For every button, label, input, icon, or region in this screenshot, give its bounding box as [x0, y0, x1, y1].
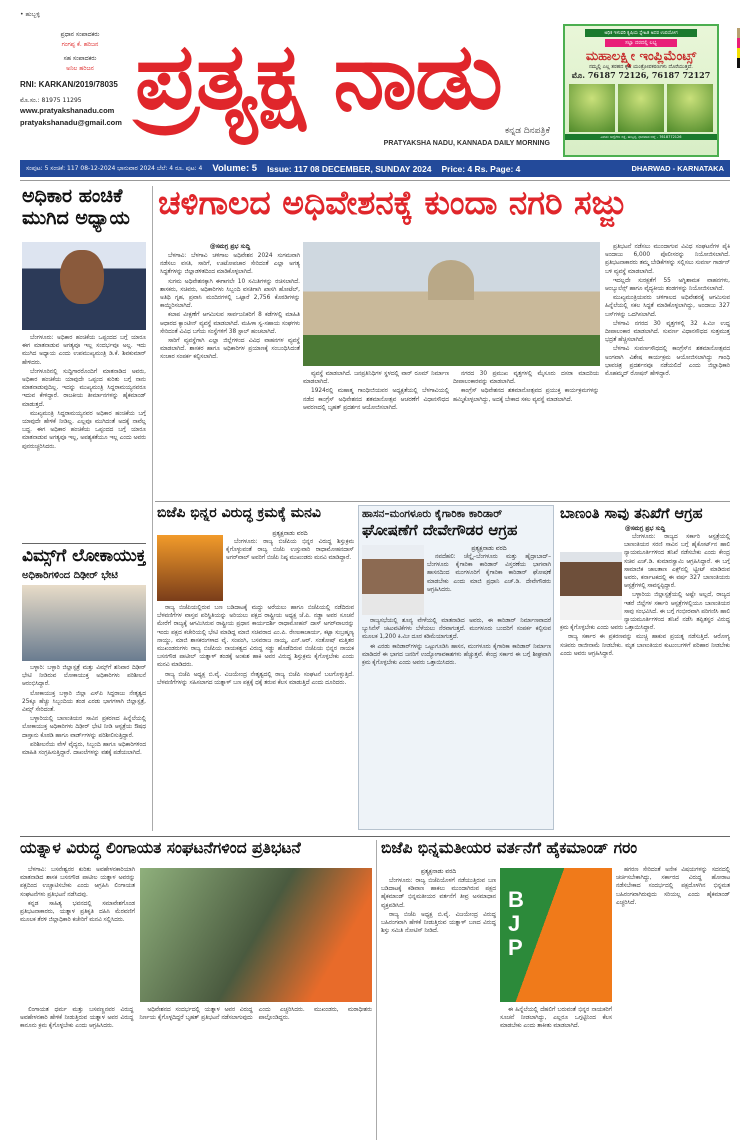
- rotavator-image: [618, 84, 664, 132]
- tagline-english: PRATYAKSHA NADU, KANNADA DAILY MORNING: [383, 140, 550, 147]
- bjp-rebels-body: ರಾಜ್ಯ ಬಿಜೆಪಿಯಲ್ಲಿರುವ ಬಣ ಬಡಿದಾಟಕ್ಕೆ ಮದ್ದು ಅರೆಯಲು ಹಾಗೂ ಬಿಜೆಪಿಯಲ್ಲಿ ನಡೆದಿರುವ ಬೆಳವಣಿಗೆಗಳ ವಾಸ್ತವ ಪರಿಸ್ಥಿತಿಯನ್ನು ಅರಿಯಲು ಪಕ್ಷದ ರಾಷ್ಟ್ರೀಯ ಅಧ್ಯಕ್ಷ ಜೆ.ಪಿ. ನಡ್ಡಾ ಅವರ ಸೂಚನೆ ಮೇರೆಗೆ ರಾಜ್ಯಕ್ಕೆ ಆಗಮಿಸಿರುವ ರಾಷ್ಟ್ರೀಯ ಪ್ರಧಾನ ಕಾರ್ಯದರ್ಶಿ ರಾಧಾಮೋಹನ್ ದಾಸ್ ಅಗರ್‌ವಾಲರನ್ನು ಇಂದು ಪಕ್ಷದ ಕಚೇರಿಯಲ್ಲಿ ಭೇಟಿ ಮಾಡಿದ್ದ ಮಾಜಿ ಸಚಿವರಾದ ಎಂ.ಪಿ. ರೇಣುಕಾಚಾರ್ಯ, ಕಟ್ಟಾ ಸುಬ್ರಹ್ಮಣ್ಯ ನಾಯ್ಡು, ಮಾಜಿ ಶಾಸಕರುಗಳಾದ ವೈ. ಸಂಪಂಗಿ, ಬಸವರಾಜ ನಾಯ್ಕ, ಎನ್.ಆರ್. ಸಂತೋಷ್ ಮತ್ತಿತರ ಮುಖಂಡರುಗಳು ರಾಜ್ಯ ಬಿಜೆಪಿಯ ನಾಯಕತ್ವದ ವಿರುದ್ಧ ಸಡ್ಡು ಹೊಡೆದಿರುವ ಬಿಜೆಪಿಯ ಭಿನ್ನರ ನಾಯಕ ಬಸನಗೌಡ ಪಾಟೀಲ್ ಯತ್ನಾಳ್ ತಂಡಕ್ಕೆ ಅಂಕುಶ ಹಾಕಿ ಅವರ ವಿರುದ್ಧ ಶಿಸ್ತುಕ್ರಮ ಕೈಗೊಳ್ಳಬೇಕು ಎಂದು ಮನವಿ ಮಾಡಿದರು. ರಾಜ್ಯ ಬಿಜೆಪಿ ಅಧ್ಯಕ್ಷ ಬಿ.ವೈ. ವಿಜಯೇಂದ್ರ ನೇತೃತ್ವದಲ್ಲಿ ರಾಜ್ಯ ಬಿಜೆಪಿ ಸಂಘಟನೆ ಬಲಗೊಳ್ಳುತ್ತಿದೆ. ಬೆಳವಣಿಗೆಗಳನ್ನು ಸಹಿಸಲಾಗದ ಯತ್ನಾಳ್ ಬಣ ಪಕ್ಷಕ್ಕೆ ಧಕ್ಕೆ ತರುವ ಕೆಲಸ ಮಾಡುತ್ತಿದೆ ಎಂದು ದೂರಿದರು.: [157, 605, 354, 686]
- ad-ribbon: ಸಲ್ಲಾ ದರದಲ್ಲಿ ಲಭ್ಯ: [605, 39, 677, 47]
- editor1-name: ಗಂಗಪ್ಪ ಕೆ. ಹರಿಜನ: [61, 41, 99, 48]
- divider: [20, 836, 730, 837]
- highcommand-body-right: ಹಗರಣ ಸೇರಿದಂತೆ ಅನೇಕ ವಿಷಯಗಳನ್ನು ಸದನದಲ್ಲಿ ಚರ್ಚಿಸಬೇಕಾಗಿದ್ದು, ಸರ್ಕಾರದ ವಿರುದ್ಧ ಹೋರಾಟ ನಡೆಸಬೇಕಾದ ಸಂದರ್ಭದಲ್ಲಿ ಪಕ್ಷದೊಳಗಿನ ಭಿನ್ನಮತ ಬಹಿರಂಗವಾಗಿರುವುದು ಸರಿಯಲ್ಲ ಎಂದು ಹೈಕಮಾಂಡ್ ಎಚ್ಚರಿಸಿದೆ.: [616, 867, 730, 906]
- newspaper-logo: ಪ್ರತ್ಯಕ್ಷ ನಾಡು: [135, 23, 501, 130]
- price: Price: 4 Rs. Page: 4: [441, 163, 521, 174]
- bananti-byline: @ಸಮಗ್ರ ಪ್ರಭ ಸುದ್ದಿ: [624, 525, 666, 532]
- hassan-headline-1[interactable]: ಹಾಸನ–ಮಂಗಳೂರು ಕೈಗಾರಿಕಾ ಕಾರಿಡಾರ್: [362, 508, 503, 520]
- vims-body: ಬಳ್ಳಾರಿ: ಬಳ್ಳಾರಿ ಜಿಲ್ಲಾಸ್ಪತ್ರೆ ಮತ್ತು ವಿಮ್ಸ್‌ಗೆ ಶನಿವಾರ ದಿಢೀರ್ ಭೇಟಿ ನೀಡಿರುವ ಲೋಕಾಯುಕ್ತ ಅಧಿಕಾರಿಗಳು ಪರಿಶೀಲನೆ ಆರಂಭಿಸಿದ್ದಾರೆ. ಲೋಕಾಯುಕ್ತ ಬಳ್ಳಾರಿ ಜಿಲ್ಲಾ ಎಸ್‌ಪಿ ಸಿದ್ದರಾಜು ನೇತೃತ್ವದ 25ಕ್ಕೂ ಹೆಚ್ಚು ಸಿಬ್ಬಂದಿಯ ತಂಡ ಎರಡು ಭಾಗಗಳಾಗಿ ಜಿಲ್ಲಾಸ್ಪತ್ರೆ, ವಿಮ್ಸ್ ಸೇರಿದಂತೆ. ಬಳ್ಳಾರಿಯಲ್ಲಿ ಬಾಣಂತಿಯರ ಸಾವಿನ ಪ್ರಕರಣದ ಹಿನ್ನೆಲೆಯಲ್ಲಿ ಲೋಕಾಯುಕ್ತ ಅಧಿಕಾರಿಗಳು ದಿಢೀರ್ ಭೇಟಿ ನೀಡಿ ಆಸ್ಪತ್ರೆಯ ಔಷಧ ದಾಸ್ತಾನು ಕೊಠಡಿ ಹಾಗೂ ವಾರ್ಡ್‌ಗಳನ್ನು ಪರಿಶೀಲಿಸುತ್ತಿದ್ದಾರೆ. ಪರಿಶೀಲನೆಯ ವೇಳೆ ವೈದ್ಯರು, ಸಿಬ್ಬಂದಿ ಹಾಗೂ ಅಧಿಕಾರಿಗಳಿಂದ ಮಾಹಿತಿ ಸಂಗ್ರಹಿಸುತ್ತಿದ್ದಾರೆ. ದಾಖಲೆಗಳನ್ನು ವಶಕ್ಕೆ ಪಡೆಯಲಾಗಿದೆ.: [22, 665, 146, 757]
- date-kannada: ಸಂಪುಟ: 5 ಸಂಚಿಕೆ: 117 08-12-2024 ಭಾನುವಾರ 2024 ಬೆಲೆ: 4 ರೂ. ಪುಟ: 4: [26, 164, 203, 172]
- dks-body: ಬೆಂಗಳೂರು: ಅಧಿಕಾರ ಹಂಚಿಕೆಯ ಒಪ್ಪಂದದ ಬಗ್ಗೆ ಯಾರೂ ಈಗ ಮಾತನಾಡುವ ಅಗತ್ಯವೂ ಇಲ್ಲ ಸಂದರ್ಭವೂ ಅಲ್ಲ. ಇದು ಮುಗಿದ ಅಧ್ಯಾಯ ಎಂದು ಉಪಮುಖ್ಯಮಂತ್ರಿ ಡಿ.ಕೆ. ಶಿವಕುಮಾರ್ ಹೇಳಿದರು. ಬೆಂಗಳೂರಿನಲ್ಲಿ ಸುದ್ದಿಗಾರರೊಂದಿಗೆ ಮಾತನಾಡಿದ ಅವರು, ಅಧಿಕಾರ ಹಂಚಿಕೆಯ ಯಾವುದೇ ಒಪ್ಪಂದ ಕುರಿತು ಬಗ್ಗೆ ನಾನು ಮಾತನಾಡುವುದಿಲ್ಲ. ಇದನ್ನು ಮುಖ್ಯಮಂತ್ರಿ ಸಿದ್ದರಾಮಯ್ಯನವರೂ ಇದುವ ಕೇಳಿದ್ದಾರೆ. ರಾಜಕೀಯ ತೀರ್ಮಾನಗಳನ್ನು ಹೈಕಮಾಂಡ್ ಮಾಡುತ್ತದೆ. ಮುಖ್ಯಮಂತ್ರಿ ಸಿದ್ದರಾಮಯ್ಯನವರ ಅಧಿಕಾರ ಹಂಚಿಕೆಯ ಬಗ್ಗೆ ಯಾವುದೇ ಹೇಳಿಕೆ ನೀಡಿಲ್ಲ. ಎಲ್ಲವೂ ಮುಗಿದಂತೆ ಅದಕ್ಕೆ ನಾವೆಲ್ಲ ಬದ್ಧ. ಈಗ ಅಧಿಕಾರ ಹಂಚಿಕೆಯ ಒಪ್ಪಂದದ ಬಗ್ಗೆ ಯಾರೂ ಮಾತನಾಡುವ ಅಗತ್ಯವೂ ಇಲ್ಲ, ಅವಶ್ಯಕತೆಯೂ ಇಲ್ಲ ಎಂದು ಅವರು ಪುನರುಚ್ಚರಿಸಿದರು.: [22, 335, 146, 450]
- main-body-col4: ಪ್ರತಿಭಟನೆ ನಡೆಸಲು ಮುಂದಾಗುವ ವಿವಿಧ ಸಂಘಟನೆಗಳ ಪೈಕಿ ಅಂದಾಜು 6,000 ಪೊಲೀಸರನ್ನು ನಿಯೋಜಿಸಲಾಗಿದೆ. ಪ್ರತಿಭಟನಾಕಾರರು ತಮ್ಮ ಬೇಡಿಕೆಗಳನ್ನು ಸಲ್ಲಿಸಲು ಸುವರ್ಣ ಗಾರ್ಡನ್ ಬಳಿ ವ್ಯವಸ್ಥೆ ಮಾಡಲಾಗಿದೆ. ಇದಲ್ಲದೇ ಸುರಕ್ಷತೆಗೆ 55 ಅಗ್ನಿಶಾಮಕ ವಾಹನಗಳು, ಆಂಬ್ಯುಲೆನ್ಸ್ ಹಾಗೂ ವೈದ್ಯಕೀಯ ತಂಡಗಳನ್ನು ನಿಯೋಜಿಸಲಾಗಿದೆ. ಮುಖ್ಯಮಂತ್ರಿಯವರು ಚಳಿಗಾಲದ ಅಧಿವೇಶನಕ್ಕೆ ಆಗಮಿಸುವ ಹಿನ್ನೆಲೆಯಲ್ಲಿ ಸಕಲ ಸಿದ್ಧತೆ ಮಾಡಿಕೊಳ್ಳಲಾಗಿದ್ದು, ಅಂದಾಜು 327 ಬಸ್‌ಗಳನ್ನು ಒದಗಿಸಲಾಗಿದೆ. ಬೆಳಗಾವಿ ನಗರದ 30 ವೃತ್ತಗಳಲ್ಲಿ 32 ಕಿ.ಮೀ ಉದ್ದ ದೀಪಾಲಂಕಾರ ಮಾಡಲಾಗಿದೆ. ಸುವರ್ಣ ವಿಧಾನಸೌಧದ ಸುತ್ತಮುತ್ತ ಭದ್ರತೆ ಹೆಚ್ಚಿಸಲಾಗಿದೆ. ಬೆಳಗಾವಿ ಸುವರ್ಣಸೌಧದಲ್ಲಿ ಕಾಂಗ್ರೆಸ್‌ನ ಶತಮಾನೋತ್ಸವದ ಅಂಗವಾಗಿ ವಿಶೇಷ ಕಾರ್ಯಕ್ರಮ ಆಯೋಜಿಸಲಾಗಿದ್ದು ಗಾಂಧಿ ಭಾವಚಿತ್ರ ಪ್ರದರ್ಶನವೂ ನಡೆಯಲಿದೆ ಎಂದು ಜಿಲ್ಲಾಧಿಕಾರಿ ಮೊಹಮ್ಮದ್ ರೋಷನ್ ಹೇಳಿದ್ದಾರೆ.: [605, 244, 730, 378]
- masthead-info: [20, 10, 140, 128]
- bjp-rebels-byline: ಪ್ರತ್ಯಕ್ಷನಾಡು ವರದಿ: [272, 530, 308, 537]
- bjp-rebels-headline[interactable]: ಬಿಜೆಪಿ ಭಿನ್ನರ ವಿರುದ್ಧ ಕ್ರಮಕ್ಕೆ ಮನವಿ: [157, 505, 321, 521]
- tagline-kannada: ಕನ್ನಡ ದಿನಪತ್ರಿಕೆ: [504, 126, 550, 136]
- divider: [20, 180, 730, 181]
- bananti-body: ಬೆಂಗಳೂರು: ರಾಜ್ಯದ ಸರ್ಕಾರಿ ಆಸ್ಪತ್ರೆಯಲ್ಲಿ ಬಾಣಂತಿಯರ ಸರಣಿ ಸಾವಿನ ಬಗ್ಗೆ ಹೈಕೋರ್ಟ್‌ನ ಹಾಲಿ ನ್ಯಾಯಮೂರ್ತಿಗಳಿಂದ ತನಿಖೆ ನಡೆಸಬೇಕು ಎಂದು ಕೇಂದ್ರ ಸಚಿವ ಎಚ್.ಡಿ. ಕುಮಾರಸ್ವಾಮಿ ಆಗ್ರಹಿಸಿದ್ದಾರೆ. ಈ ಬಗ್ಗೆ ಸಾಮಾಜಿಕ ಜಾಲತಾಣ ಎಕ್ಸ್‌ನಲ್ಲಿ ಟ್ವೀಟ್ ಮಾಡಿರುವ ಅವರು, ಕರ್ನಾಟಕದಲ್ಲಿ ಈ ವರ್ಷ 327 ಬಾಣಂತಿಯರು ಆಸ್ಪತ್ರೆಗಳಲ್ಲಿ ಸಾವನ್ನಪ್ಪಿದ್ದಾರೆ. ಬಳ್ಳಾರಿಯ ಜಿಲ್ಲಾಸ್ಪತ್ರೆಯಲ್ಲಿ ಅಷ್ಟೇ ಅಲ್ಲದೆ, ರಾಜ್ಯದ ಇತರೆ ಜಿಲ್ಲೆಗಳ ಸರ್ಕಾರಿ ಆಸ್ಪತ್ರೆಗಳಲ್ಲಿಯೂ ಬಾಣಂತಿಯರ ಸಾವು ಸಂಭವಿಸಿದೆ. ಈ ಬಗ್ಗೆ ಗಂಭೀರವಾಗಿ ಪರಿಗಣಿಸಿ ಹಾಲಿ ನ್ಯಾಯಮೂರ್ತಿಗಳಿಂದ ತನಿಖೆ ನಡೆಸಿ ತಪ್ಪಿತಸ್ಥರ ವಿರುದ್ಧ ಕ್ರಮ ಕೈಗೊಳ್ಳಬೇಕು ಎಂದು ಅವರು ಒತ್ತಾಯಿಸಿದ್ದಾರೆ. ರಾಜ್ಯ ಸರ್ಕಾರ ಈ ಪ್ರಕರಣವನ್ನು ಮುಚ್ಚಿ ಹಾಕುವ ಪ್ರಯತ್ನ ನಡೆಸುತ್ತಿದೆ. ಆರೋಗ್ಯ ಸಚಿವರು ರಾಜೀನಾಮೆ ನೀಡಬೇಕು. ಮೃತ ಬಾಣಂತಿಯರ ಕುಟುಂಬಗಳಿಗೆ ಪರಿಹಾರ ನೀಡಬೇಕು ಎಂದು ಅವರು ಆಗ್ರಹಿಸಿದ್ದಾರೆ.: [560, 534, 730, 657]
- highcommand-body-left: ಬೆಂಗಳೂರು: ರಾಜ್ಯ ಬಿಜೆಪಿಯೊಳಗೆ ನಡೆಯುತ್ತಿರುವ ಬಣ ಬಡಿದಾಟಕ್ಕೆ ಕಡಿವಾಣ ಹಾಕಲು ಮುಂದಾಗಿರುವ ಪಕ್ಷದ ಹೈಕಮಾಂಡ್ ಭಿನ್ನಮತೀಯರ ವರ್ತನೆಗೆ ತೀವ್ರ ಅಸಮಾಧಾನ ವ್ಯಕ್ತಪಡಿಸಿದೆ. ರಾಜ್ಯ ಬಿಜೆಪಿ ಅಧ್ಯಕ್ಷ ಬಿ.ವೈ. ವಿಜಯೇಂದ್ರ ವಿರುದ್ಧ ಬಹಿರಂಗವಾಗಿ ಹೇಳಿಕೆ ನೀಡುತ್ತಿರುವ ಯತ್ನಾಳ್ ಬಣದ ವಿರುದ್ಧ ಶಿಸ್ತು ಸಮಿತಿ ನೋಟಿಸ್ ನೀಡಿದೆ.: [381, 878, 496, 935]
- vims-photo: [22, 585, 146, 661]
- bjp-flag-photo: [500, 868, 612, 1002]
- highcommand-body-mid: ಈ ಹಿನ್ನೆಲೆಯಲ್ಲಿ ದೆಹಲಿಗೆ ಬರುವಂತೆ ಭಿನ್ನರ ನಾಯಕರಿಗೆ ಸೂಚನೆ ನೀಡಲಾಗಿದ್ದು, ಎಲ್ಲರೂ ಒಗ್ಗಟ್ಟಿನಿಂದ ಕೆಲಸ ಮಾಡಬೇಕು ಎಂದು ತಾಕೀತು ಮಾಡಲಾಗಿದೆ.: [500, 1007, 612, 1030]
- bjp-flag-text: BJP: [508, 887, 524, 960]
- date-bar: [20, 160, 730, 177]
- ad-footer: ವಿಳಾಸ: ಅಣ್ಣಿಗೇರಿ ರಸ್ತೆ, ಹುಬ್ಬಳ್ಳಿ, ಧಾರವಾಡ ಜಿಲ್ಲೆ - 7618772126: [565, 134, 717, 140]
- volume: Volume: 5: [212, 163, 258, 174]
- hassan-body-top: ನವದೆಹಲಿ: ಚೆನ್ನೈ–ಬೆಂಗಳೂರು ಮತ್ತು ಹೈದ್ರಾಬಾದ್–ಬೆಂಗಳೂರು ಕೈಗಾರಿಕಾ ಕಾರಿಡಾರ್ ವಿಸ್ತರಣೆಯ ಭಾಗವಾಗಿ ಹಾಸನದಿಂದ ಮಂಗಳೂರಿಗೆ ಕೈಗಾರಿಕಾ ಕಾರಿಡಾರ್ ಘೋಷಣೆ ಮಾಡಬೇಕು ಎಂದು ಮಾಜಿ ಪ್ರಧಾನಿ ಎಚ್.ಡಿ. ದೇವೇಗೌಡರು ಆಗ್ರಹಿಸಿದರು.: [427, 554, 551, 593]
- bananti-headline[interactable]: ಬಾಣಂತಿ ಸಾವು ತನಿಖೆಗೆ ಆಗ್ರಹ: [560, 506, 703, 522]
- highcommand-byline: ಪ್ರತ್ಯಕ್ಷನಾಡು ವರದಿ: [420, 868, 457, 875]
- column-divider: [376, 840, 377, 1140]
- email-link[interactable]: pratyakshanadu@gmail.com: [20, 118, 122, 127]
- editor1-role: ಪ್ರಧಾನ ಸಂಪಾದಕರು: [60, 31, 100, 38]
- divider: [155, 501, 730, 502]
- phone: ಮೊ.ಸಂ.: 81975 11295: [20, 97, 82, 104]
- protest-body-top: ಬೆಳಗಾವಿ: ಬಸವೇಶ್ವರರ ಕುರಿತು ಅವಹೇಳನಕಾರಿಯಾಗಿ ಮಾತನಾಡಿದ ಶಾಸಕ ಬಸನಗೌಡ ಪಾಟೀಲ ಯತ್ನಾಳ ಅವರನ್ನು ಪಕ್ಷದಿಂದ ಉಚ್ಚಾಟಿಸಬೇಕು ಎಂದು ಆಗ್ರಹಿಸಿ ಲಿಂಗಾಯತ ಸಂಘಟನೆಗಳು ಪ್ರತಿಭಟನೆ ನಡೆಸಿದವು. ಕನ್ನಡ ಸಾಹಿತ್ಯ ಭವನದಲ್ಲಿ ಸಮಾವೇಶಗೊಂಡ ಪ್ರತಿಭಟನಾಕಾರರು, ಯತ್ನಾಳ ಪ್ರತಿಕೃತಿ ದಹಿಸಿ ಮೆರವಣಿಗೆ ಮೂಲಕ ತೆರಳಿ ಜಿಲ್ಲಾಧಿಕಾರಿ ಕಚೇರಿಗೆ ಮನವಿ ಸಲ್ಲಿಸಿದರು.: [20, 867, 135, 924]
- suvarna-soudha-photo: [303, 242, 600, 366]
- ad-desc: ನಮ್ಮಲ್ಲಿ ಎಲ್ಲ ತರಹದ ಕೃಷಿ ಯಂತ್ರೋಪಕರಣಗಳು ದೊರೆಯುತ್ತವೆ.: [589, 64, 693, 70]
- divider: [22, 543, 146, 544]
- main-headline[interactable]: ಚಳಿಗಾಲದ ಅಧಿವೇಶನಕ್ಕೆ ಕುಂದಾ ನಗರಿ ಸಜ್ಜು: [158, 183, 627, 222]
- hassan-byline: ಪ್ರತ್ಯಕ್ಷನಾಡು ವರದಿ: [471, 545, 507, 552]
- column-divider: [152, 186, 153, 831]
- edition-note: • ಹುಬ್ಬಳ್ಳಿ: [20, 11, 40, 18]
- main-body-col1: ಬೆಳಗಾವಿ: ಬೆಳಗಾವಿ ಚಳಿಗಾಲ ಅಧಿವೇಶನ 2024 ಸುಗಮವಾಗಿ ನಡೆಸಲು ವಸತಿ, ಸಾರಿಗೆ, ಊಟೋಪಚಾರ ಸೇರಿದಂತೆ ಎಲ್ಲಾ ಅಗತ್ಯ ಸಿದ್ಧತೆಗಳನ್ನು ಜಿಲ್ಲಾಡಳಿತದಿಂದ ಮಾಡಿಕೊಳ್ಳಲಾಗಿದೆ. ಸುಗಮ ಅಧಿವೇಶನಕ್ಕಾಗಿ ಈಗಾಗಲೇ 10 ಸಮಿತಿಗಳನ್ನು ರಚಿಸಲಾಗಿದೆ. ಶಾಸಕರು, ಸಚಿವರು, ಅಧಿಕಾರಿಗಳು ಸಿಬ್ಬಂದಿ ವಸತಿಗಾಗಿ ಖಾಸಗಿ ಹೋಟೆಲ್, ಅತಿಥಿ ಗೃಹ, ಪ್ರವಾಸಿ ಮಂದಿರಗಳಲ್ಲಿ ಒಟ್ಟಾರೆ 2,756 ಕೊಠಡಿಗಳನ್ನು ಕಾಯ್ದಿರಿಸಲಾಗಿದೆ. ಕಲಾಪ ವೀಕ್ಷಣೆಗೆ ಆಗಮಿಸುವ ಸಾರ್ವಜನಿಕರಿಗೆ 8 ಕಡೆಗಳಲ್ಲಿ ಮಾಹಿತಿ ಆಧಾರದ ಕ್ಯಾಂಟೀನ್ ವ್ಯವಸ್ಥೆ ಮಾಡಲಾಗಿದೆ. ಮಹಿಳಾ ಸ್ವ-ಸಹಾಯ ಸಂಘಗಳು ಸೇರಿದಂತೆ ವಿವಿಧ ಬಗೆಯ ಸಂಸ್ಥೆಗಳಿಗೆ 38 ಸ್ಟಾಲ್ ಹಂಚಲಾಗಿದೆ. ಸಾರಿಗೆ ವ್ಯವಸ್ಥೆಗಾಗಿ ಎಲ್ಲಾ ಜಿಲ್ಲೆಗಳಿಂದ ವಿವಿಧ ವಾಹನಗಳ ವ್ಯವಸ್ಥೆ ಮಾಡಲಾಗಿದೆ. ಶಾಸಕರ ಹಾಗೂ ಅಧಿಕಾರಿಗಳ ಪ್ರಯಾಣಕ್ಕೆ ಸಂಬಂಧಿಸಿದಂತೆ ಸಂಚಾರ ಸಂಪರ್ಕ ಕಲ್ಪಿಸಲಾಗಿದೆ.: [160, 253, 300, 361]
- editor2-name: ಅನಿಲ ಹರಿಜನ: [66, 65, 94, 72]
- editor2-role: ಸಹ ಸಂಪಾದಕರು: [63, 55, 97, 62]
- highcommand-headline[interactable]: ಬಿಜೆಪಿ ಭಿನ್ನಮತೀಯರ ವರ್ತನೆಗೆ ಹೈಕಮಾಂಡ್ ಗರಂ: [381, 839, 638, 857]
- ad-name: ಮಹಾಲಕ್ಷ್ಮೀ ಇಂಪ್ಲಿಮೆಂಟ್ಸ್: [585, 49, 697, 64]
- color-registration-marks: [737, 28, 740, 68]
- ad-banner: ಅಧಿಕ ಇಳುವರಿ ಕೃಷಿಯ ಸ್ನೇಹಿತ ಅದರ ಉಪಯೋಗ: [585, 29, 697, 37]
- dks-photo: [22, 242, 146, 330]
- protest-headline[interactable]: ಯತ್ನಾಳ ವಿರುದ್ಧ ಲಿಂಗಾಯತ ಸಂಘಟನೆಗಳಿಂದ ಪ್ರತಿಭಟನೆ: [20, 839, 301, 857]
- bjp-leader-photo: [157, 535, 223, 601]
- protest-body: ಲಿಂಗಾಯತ ಧರ್ಮ ಮತ್ತು ಬಸವಣ್ಣನವರ ವಿರುದ್ಧ ಅವಹೇಳನಕಾರಿ ಹೇಳಿಕೆ ನೀಡುತ್ತಿರುವ ಯತ್ನಾಳ ಅವರ ವಿರುದ್ಧ ಕಾನೂನು ಕ್ರಮ ಕೈಗೊಳ್ಳಬೇಕು ಎಂದು ಆಗ್ರಹಿಸಿದರು. ಅಧಿವೇಶನದ ಸಂದರ್ಭದಲ್ಲಿ ಯತ್ನಾಳ ಅವರ ವಿರುದ್ಧ ನಿರ್ಣಯ ಕೈಗೊಳ್ಳದಿದ್ದರೆ ಬೃಹತ್ ಪ್ರತಿಭಟನೆ ನಡೆಸಲಾಗುವುದು ಎಂದು ಎಚ್ಚರಿಸಿದರು. ಮುಖಂಡರು, ಮಠಾಧೀಶರು ಪಾಲ್ಗೊಂಡಿದ್ದರು.: [20, 1007, 372, 1030]
- website-link[interactable]: www.pratyakshanadu.com: [20, 106, 115, 115]
- vims-headline[interactable]: ವಿಮ್ಸ್‌ಗೆ ಲೋಕಾಯುಕ್ತ: [22, 546, 146, 566]
- main-body-col3: ನಗರದ 30 ಪ್ರಮುಖ ವೃತ್ತಗಳಲ್ಲಿ ಮೈಸೂರು ದಸರಾ ಮಾದರಿಯ ದೀಪಾಲಂಕಾರವನ್ನು ಮಾಡಲಾಗಿದೆ. ಕಾಂಗ್ರೆಸ್ ಅಧಿವೇಶನದ ಶತಮಾನೋತ್ಸವದ ಪ್ರಯುಕ್ತ ಕಾರ್ಯಕ್ರಮಗಳನ್ನು ಹಮ್ಮಿಕೊಳ್ಳಲಾಗಿದ್ದು, ಅದಕ್ಕೆ ಬೇಕಾದ ಸಕಲ ವ್ಯವಸ್ಥೆ ಮಾಡಲಾಗಿದೆ.: [453, 371, 599, 403]
- location: DHARWAD - KARNATAKA: [631, 164, 724, 173]
- hassan-headline-2[interactable]: ಘೋಷಣೆಗೆ ದೇವೇಗೌಡರ ಆಗ್ರಹ: [362, 521, 518, 539]
- ad-phone: ಮೊ. 76187 72126, 76187 72127: [571, 70, 711, 80]
- protest-photo: [140, 868, 372, 1002]
- ad-product-images: [569, 84, 713, 132]
- main-byline: @ಸಮಗ್ರ ಪ್ರಭ ಸುದ್ದಿ: [209, 243, 251, 250]
- trailer-image: [667, 84, 713, 132]
- devegowda-photo: [362, 545, 424, 615]
- main-body-col2: ವ್ಯವಸ್ಥೆ ಮಾಡಲಾಗಿದೆ. ಜನಪ್ರತಿನಿಧಿಗಳ ಸ್ಥಳದಲ್ಲಿ ವಾರ್ ರೂಮ್ ನಿರ್ಮಾಣ ಮಾಡಲಾಗಿದೆ. 1924ರಲ್ಲಿ ಮಹಾತ್ಮ ಗಾಂಧೀಜಿಯವರ ಅಧ್ಯಕ್ಷತೆಯಲ್ಲಿ ಬೆಳಗಾವಿಯಲ್ಲಿ ನಡೆದ ಕಾಂಗ್ರೆಸ್ ಅಧಿವೇಶನದ ಶತಮಾನೋತ್ಸವ ಆಚರಣೆಗೆ ವಿಧಾನಸೌಧದ ಆವರಣದಲ್ಲಿ ಬೃಹತ್ ಪ್ರದರ್ಶನ ಆಯೋಜಿಸಲಾಗಿದೆ.: [303, 371, 449, 411]
- advertisement[interactable]: [563, 24, 719, 157]
- vims-subhead: ಅಧಿಕಾರಿಗಳಿಂದ ದಿಢೀರ್ ಭೇಟಿ: [22, 570, 118, 581]
- bjp-rebels-body-top: ಬೆಂಗಳೂರು: ರಾಜ್ಯ ಬಿಜೆಪಿಯ ಭಿನ್ನರ ವಿರುದ್ಧ ಶಿಸ್ತುಕ್ರಮ ಕೈಗೊಳ್ಳುವಂತೆ ರಾಜ್ಯ ಬಿಜೆಪಿ ಉಸ್ತುವಾರಿ ರಾಧಾಮೋಹನದಾಸ್ ಅಗರ್‌ವಾಲ್ ಅವರಿಗೆ ಬಿಜೆಪಿ ನಿಷ್ಠ ಮುಖಂಡರು ಮನವಿ ಮಾಡಿದ್ದಾರೆ.: [226, 539, 354, 562]
- rni-number: RNI: KARKAN/2019/78035: [20, 80, 118, 89]
- hassan-body: ರಾಜ್ಯಸಭೆಯಲ್ಲಿ ಶೂನ್ಯ ವೇಳೆಯಲ್ಲಿ ಮಾತನಾಡಿದ ಅವರು, ಈ ಕಾರಿಡಾರ್ ನಿರ್ಮಾಣವಾದರೆ ಬ್ಯುಸಿನೆಸ್ ಚಟುವಟಿಕೆಗಳು ಬೆಳೆಯಲು ನೆರವಾಗುತ್ತದೆ. ಮಂಗಳೂರು ಬಂದರಿಗೆ ಸಂಪರ್ಕ ಕಲ್ಪಿಸುವ ಮೂಲಕ 1,200 ಕಿ.ಮೀ ದೂರ ಕಡಿಮೆಯಾಗುತ್ತದೆ. ಈ ಎರಡು ಕಾರಿಡಾರ್‌ಗಳನ್ನು ಒಟ್ಟುಗೂಡಿಸಿ ಹಾಸನ, ಮಂಗಳೂರು ಕೈಗಾರಿಕಾ ಕಾರಿಡಾರ್ ನಿರ್ಮಾಣ ಮಾಡಿದರೆ ಈ ಭಾಗದ ಜನರಿಗೆ ಉದ್ಯೋಗಾವಕಾಶಗಳು ಹೆಚ್ಚುತ್ತವೆ. ಕೇಂದ್ರ ಸರ್ಕಾರ ಈ ಬಗ್ಗೆ ಶೀಘ್ರವಾಗಿ ಕ್ರಮ ಕೈಗೊಳ್ಳಬೇಕು ಎಂದು ಅವರು ಒತ್ತಾಯಿಸಿದರು.: [362, 618, 551, 667]
- plough-image: [569, 84, 615, 132]
- issue-date: Issue: 117 08 DECEMBER, SUNDAY 2024: [267, 163, 432, 174]
- dks-headline[interactable]: ಅಧಿಕಾರ ಹಂಚಿಕೆ ಮುಗಿದ ಅಧ್ಯಾಯ: [22, 185, 130, 229]
